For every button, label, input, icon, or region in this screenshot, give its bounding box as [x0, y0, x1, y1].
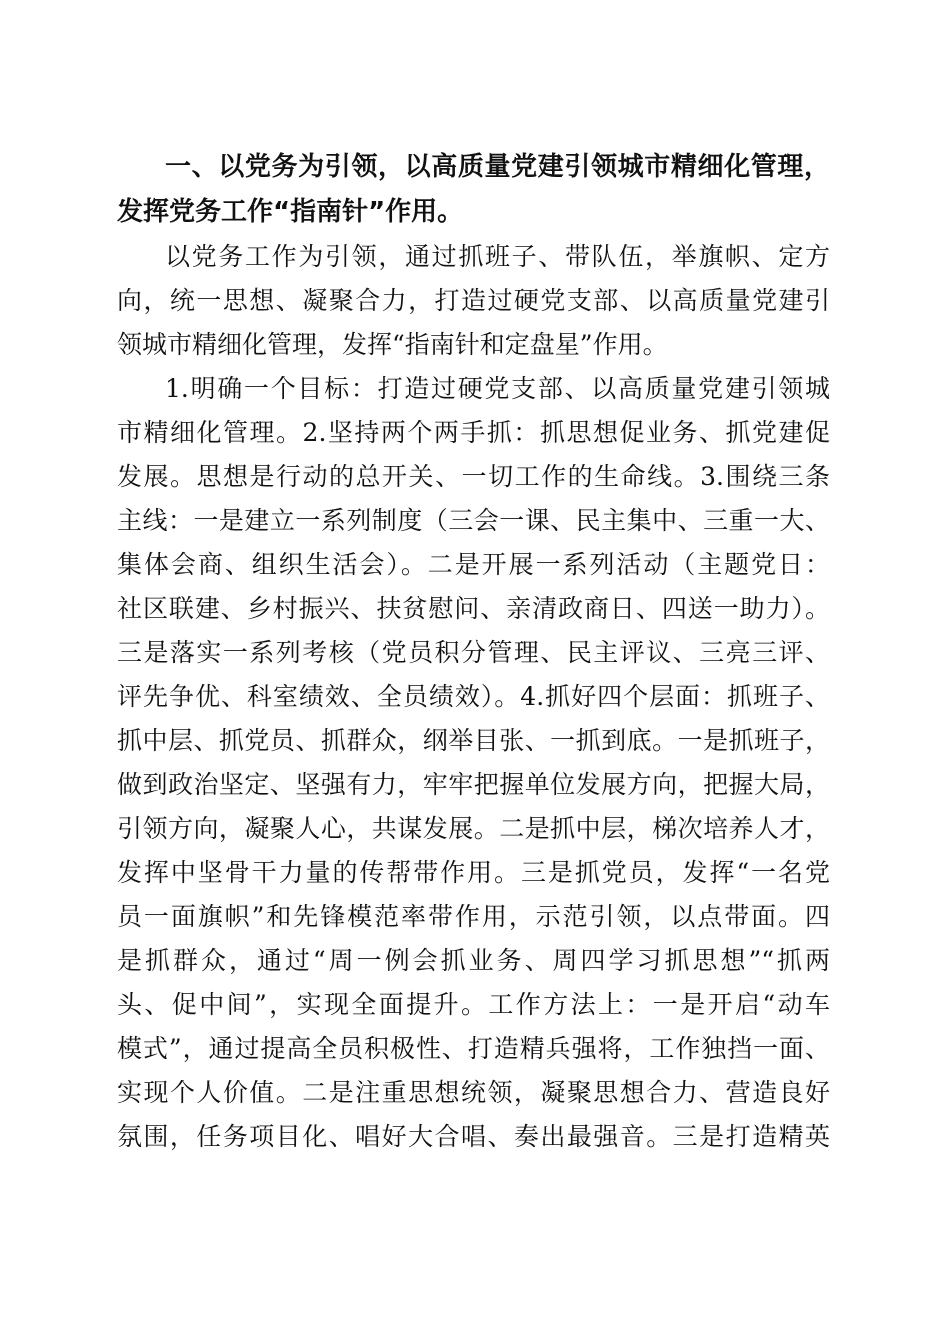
paragraph-2-line: 三是落实一系列考核（党员积分管理、民主评议、三亮三评、: [117, 638, 830, 667]
paragraph-2-line: 集体会商、组织生活会）。二是开展一系列活动（主题党日：: [117, 550, 830, 579]
paragraph-2-line: 市精细化管理。2.坚持两个两手抓：抓思想促业务、抓党建促: [117, 418, 830, 447]
paragraph-2-line: 头、促中间”，实现全面提升。工作方法上：一是开启“动车: [117, 990, 830, 1019]
paragraph-1-line: 以党务工作为引领，通过抓班子、带队伍，举旗帜、定方: [165, 242, 830, 271]
paragraph-2-line: 引领方向，凝聚人心，共谋发展。二是抓中层，梯次培养人才，: [117, 814, 830, 843]
section-heading-line-2: 发挥党务工作“指南针”作用。: [117, 197, 464, 227]
paragraph-2-line: 评先争优、科室绩效、全员绩效）。4.抓好四个层面：抓班子、: [117, 682, 830, 711]
paragraph-2-line: 1.明确一个目标：打造过硬党支部、以高质量党建引领城: [165, 374, 830, 403]
paragraph-2-line: 社区联建、乡村振兴、扶贫慰问、亲清政商日、四送一助力）。: [117, 594, 830, 623]
paragraph-2-line: 抓中层、抓党员、抓群众，纲举目张、一抓到底。一是抓班子，: [117, 726, 830, 755]
paragraph-2-line: 氛围，任务项目化、唱好大合唱、奏出最强音。三是打造精英: [117, 1122, 830, 1151]
paragraph-1-line: 向，统一思想、凝聚合力，打造过硬党支部、以高质量党建引: [117, 286, 830, 315]
section-heading-line-1: 一、以党务为引领，以高质量党建引领城市精细化管理，: [165, 152, 830, 182]
paragraph-2-line: 做到政治坚定、坚强有力，牢牢把握单位发展方向，把握大局，: [117, 770, 830, 799]
paragraph-2-line: 实现个人价值。二是注重思想统领，凝聚思想合力、营造良好: [117, 1078, 830, 1107]
paragraph-2-line: 是抓群众，通过“周一例会抓业务、周四学习抓思想”“抓两: [117, 946, 830, 975]
paragraph-2-line: 发挥中坚骨干力量的传帮带作用。三是抓党员，发挥“一名党: [117, 858, 830, 887]
paragraph-2-line: 模式”，通过提高全员积极性、打造精兵强将，工作独挡一面、: [117, 1034, 830, 1063]
paragraph-1-line: 领城市精细化管理，发挥“指南针和定盘星”作用。: [117, 330, 668, 359]
paragraph-2-line: 发展。思想是行动的总开关、一切工作的生命线。3.围绕三条: [117, 462, 830, 491]
paragraph-2-line: 员一面旗帜”和先锋模范率带作用，示范引领，以点带面。四: [117, 902, 830, 931]
paragraph-2-line: 主线：一是建立一系列制度（三会一课、民主集中、三重一大、: [117, 506, 830, 535]
